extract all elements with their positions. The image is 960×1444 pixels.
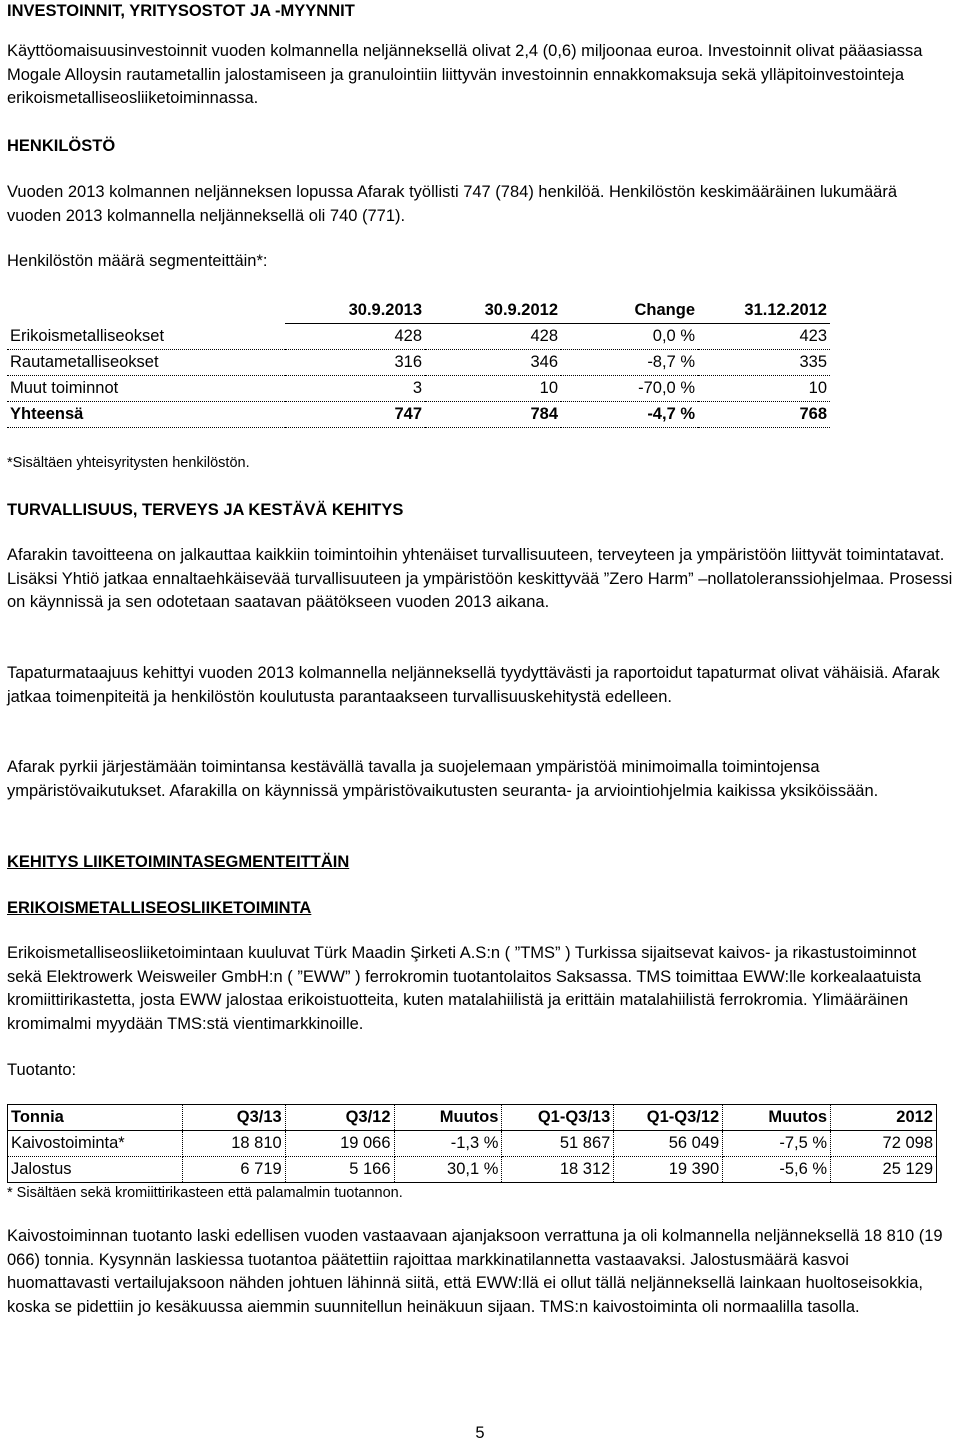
table-cell: Yhteensä [7,402,285,428]
table-row [8,1131,937,1157]
table-cell: Erikoismetalliseokset [7,324,285,350]
production-table [7,1104,937,1183]
table-cell: 51 867 [502,1131,614,1157]
production-header-cell: Q1-Q3/13 [502,1105,614,1131]
table-cell: 784 [425,402,561,428]
production-label: Tuotanto: [7,1061,77,1079]
segments-paragraph-2: Kaivostoiminnan tuotanto laski edellisen vuoden vastaavaan ajanjaksoon verrattuna ja oli kolmannella neljänneksellä 18 810 (19 066) tonnia. Kysynnän laskiessa tuotantoa päätettiin rajoittaa markkinatilannetta vastaavaksi. Jalostusmäärä kasvoi huomattavasti vertailujaksoon nähden johtuen lähinnä siitä, että EWW:llä ei ollut tällä neljänneksellä lainkaan huoltoseisokkia, koska se pidettiin jo kesäkuussa aiemmin suunnitellun heinäkuun sijaan. TMS:n kaivostoiminta oli normaalilla tasolla. [7,1227,943,1316]
safety-heading: TURVALLISUUS, TERVEYS JA KESTÄVÄ KEHITYS [7,501,404,519]
table-cell: -7,5 % [723,1131,831,1157]
table-cell: -8,7 % [561,350,698,376]
table-cell: 10 [425,376,561,402]
table-cell: 19 066 [285,1131,394,1157]
production-header-cell: Muutos [394,1105,502,1131]
production-footnote: * Sisältäen sekä kromiittirikasteen että palamalmin tuotannon. [7,1185,403,1201]
table-cell: 5 166 [285,1157,394,1183]
segments-subheading: ERIKOISMETALLISEOSLIIKETOIMINTA [7,899,312,917]
table-cell: -1,3 % [394,1131,502,1157]
table-cell: Muut toiminnot [7,376,285,402]
table-cell: 10 [698,376,830,402]
table-cell: 747 [285,402,425,428]
staff-heading: HENKILÖSTÖ [7,137,116,155]
production-header-cell: 2012 [831,1105,937,1131]
production-header-cell: Q3/12 [285,1105,394,1131]
table-row [7,376,830,402]
table-cell: Rautametalliseokset [7,350,285,376]
staff-header-cell: 30.9.2013 [285,298,425,324]
table-cell: 6 719 [182,1157,285,1183]
table-cell: 19 390 [614,1157,723,1183]
production-header-cell: Q3/13 [182,1105,285,1131]
staff-header-cell [7,298,285,324]
table-cell: 18 312 [502,1157,614,1183]
table-cell: 423 [698,324,830,350]
table-cell: 30,1 % [394,1157,502,1183]
table-cell: Jalostus [8,1157,183,1183]
staff-footnote: *Sisältäen yhteisyritysten henkilöstön. [7,455,250,471]
table-row-total [7,402,830,428]
table-cell: -5,6 % [723,1157,831,1183]
table-cell: 335 [698,350,830,376]
table-cell: 56 049 [614,1131,723,1157]
safety-paragraph-3: Afarak pyrkii järjestämään toimintansa kestävällä tavalla ja suojelemaan ympäristöä minimoimalla toimintojensa ympäristövaikutukset. Afarakilla on käynnissä ympäristövaikutusten seuranta- ja arviointiohjelmia kaikissa yksiköissään. [7,758,879,800]
investments-paragraph: Käyttöomaisuusinvestoinnit vuoden kolmannella neljänneksellä olivat 2,4 (0,6) miljoonaa euroa. Investoinnit olivat pääasiassa Mogale Alloysin rautametallin jalostamiseen ja granulointiin liittyvän investoinnin ennakkomaksuja sekä ylläpitoinvestointeja erikoismetalliseosliiketoiminnassa. [7,42,923,107]
staff-table [7,298,830,428]
safety-paragraph-2: Tapaturmataajuus kehittyi vuoden 2013 kolmannella neljänneksellä tyydyttävästi ja raportoidut tapaturmat olivat vähäisiä. Afarak jatkaa toimenpiteitä ja henkilöstön koulutusta parantaakseen turvallisuuskehitystä edelleen. [7,664,940,706]
production-header-cell: Q1-Q3/12 [614,1105,723,1131]
table-cell: Kaivostoiminta* [8,1131,183,1157]
staff-header-cell: 30.9.2012 [425,298,561,324]
investments-heading: INVESTOINNIT, YRITYSOSTOT JA -MYYNNIT [7,2,355,20]
table-row [7,324,830,350]
production-header-cell: Tonnia [8,1105,183,1131]
table-cell: -4,7 % [561,402,698,428]
safety-paragraph-1: Afarakin tavoitteena on jalkauttaa kaikkiin toimintoihin yhtenäiset turvallisuuteen, terveyteen ja ympäristöön liittyvät toimintatavat. Lisäksi Yhtiö jatkaa ennaltaehkäisevää turvallisuuteen ja ympäristöön keskittyvää ”Zero Harm” –nollatoleranssiohjelmaa. Prosessi on käynnissä ja sen odotetaan saatavan päätökseen vuoden 2013 aikana. [7,546,953,611]
table-cell: -70,0 % [561,376,698,402]
table-cell: 428 [425,324,561,350]
staff-header-cell: 31.12.2012 [698,298,830,324]
page-number: 5 [475,1424,485,1442]
segments-paragraph-1: Erikoismetalliseosliiketoimintaan kuuluvat Türk Maadin Şirketi A.S:n ( ”TMS” ) Turkissa sijaitsevat kaivos- ja rikastustoiminnot sekä Elektrowerk Weisweiler GmbH:n ( ”EWW” ) ferrokromin tuotantolaitos Saksassa. TMS toimittaa EWW:lle korkealaatuista kromiittirikastetta, josta EWW jalostaa erikoistuotteita, kuten matalahiilistä ja erittäin matalahiilistä ferrokromia. Ylimääräinen kromimalmi myydään TMS:stä vientimarkkinoille. [7,944,922,1033]
production-table-header [8,1105,937,1131]
table-cell: 0,0 % [561,324,698,350]
staff-table-header [7,298,830,324]
table-cell: 72 098 [831,1131,937,1157]
table-cell: 3 [285,376,425,402]
staff-segments-label: Henkilöstön määrä segmenteittäin*: [7,252,268,270]
table-cell: 346 [425,350,561,376]
production-header-cell: Muutos [723,1105,831,1131]
table-cell: 18 810 [182,1131,285,1157]
table-cell: 428 [285,324,425,350]
segments-heading: KEHITYS LIIKETOIMINTASEGMENTEITTÄIN [7,853,350,871]
table-row [8,1157,937,1183]
staff-header-cell: Change [561,298,698,324]
table-cell: 25 129 [831,1157,937,1183]
table-cell: 768 [698,402,830,428]
table-cell: 316 [285,350,425,376]
staff-paragraph: Vuoden 2013 kolmannen neljänneksen lopussa Afarak työllisti 747 (784) henkilöä. Henkilöstön keskimääräinen lukumäärä vuoden 2013 kolmannella neljänneksellä oli 740 (771). [7,183,898,225]
table-row [7,350,830,376]
